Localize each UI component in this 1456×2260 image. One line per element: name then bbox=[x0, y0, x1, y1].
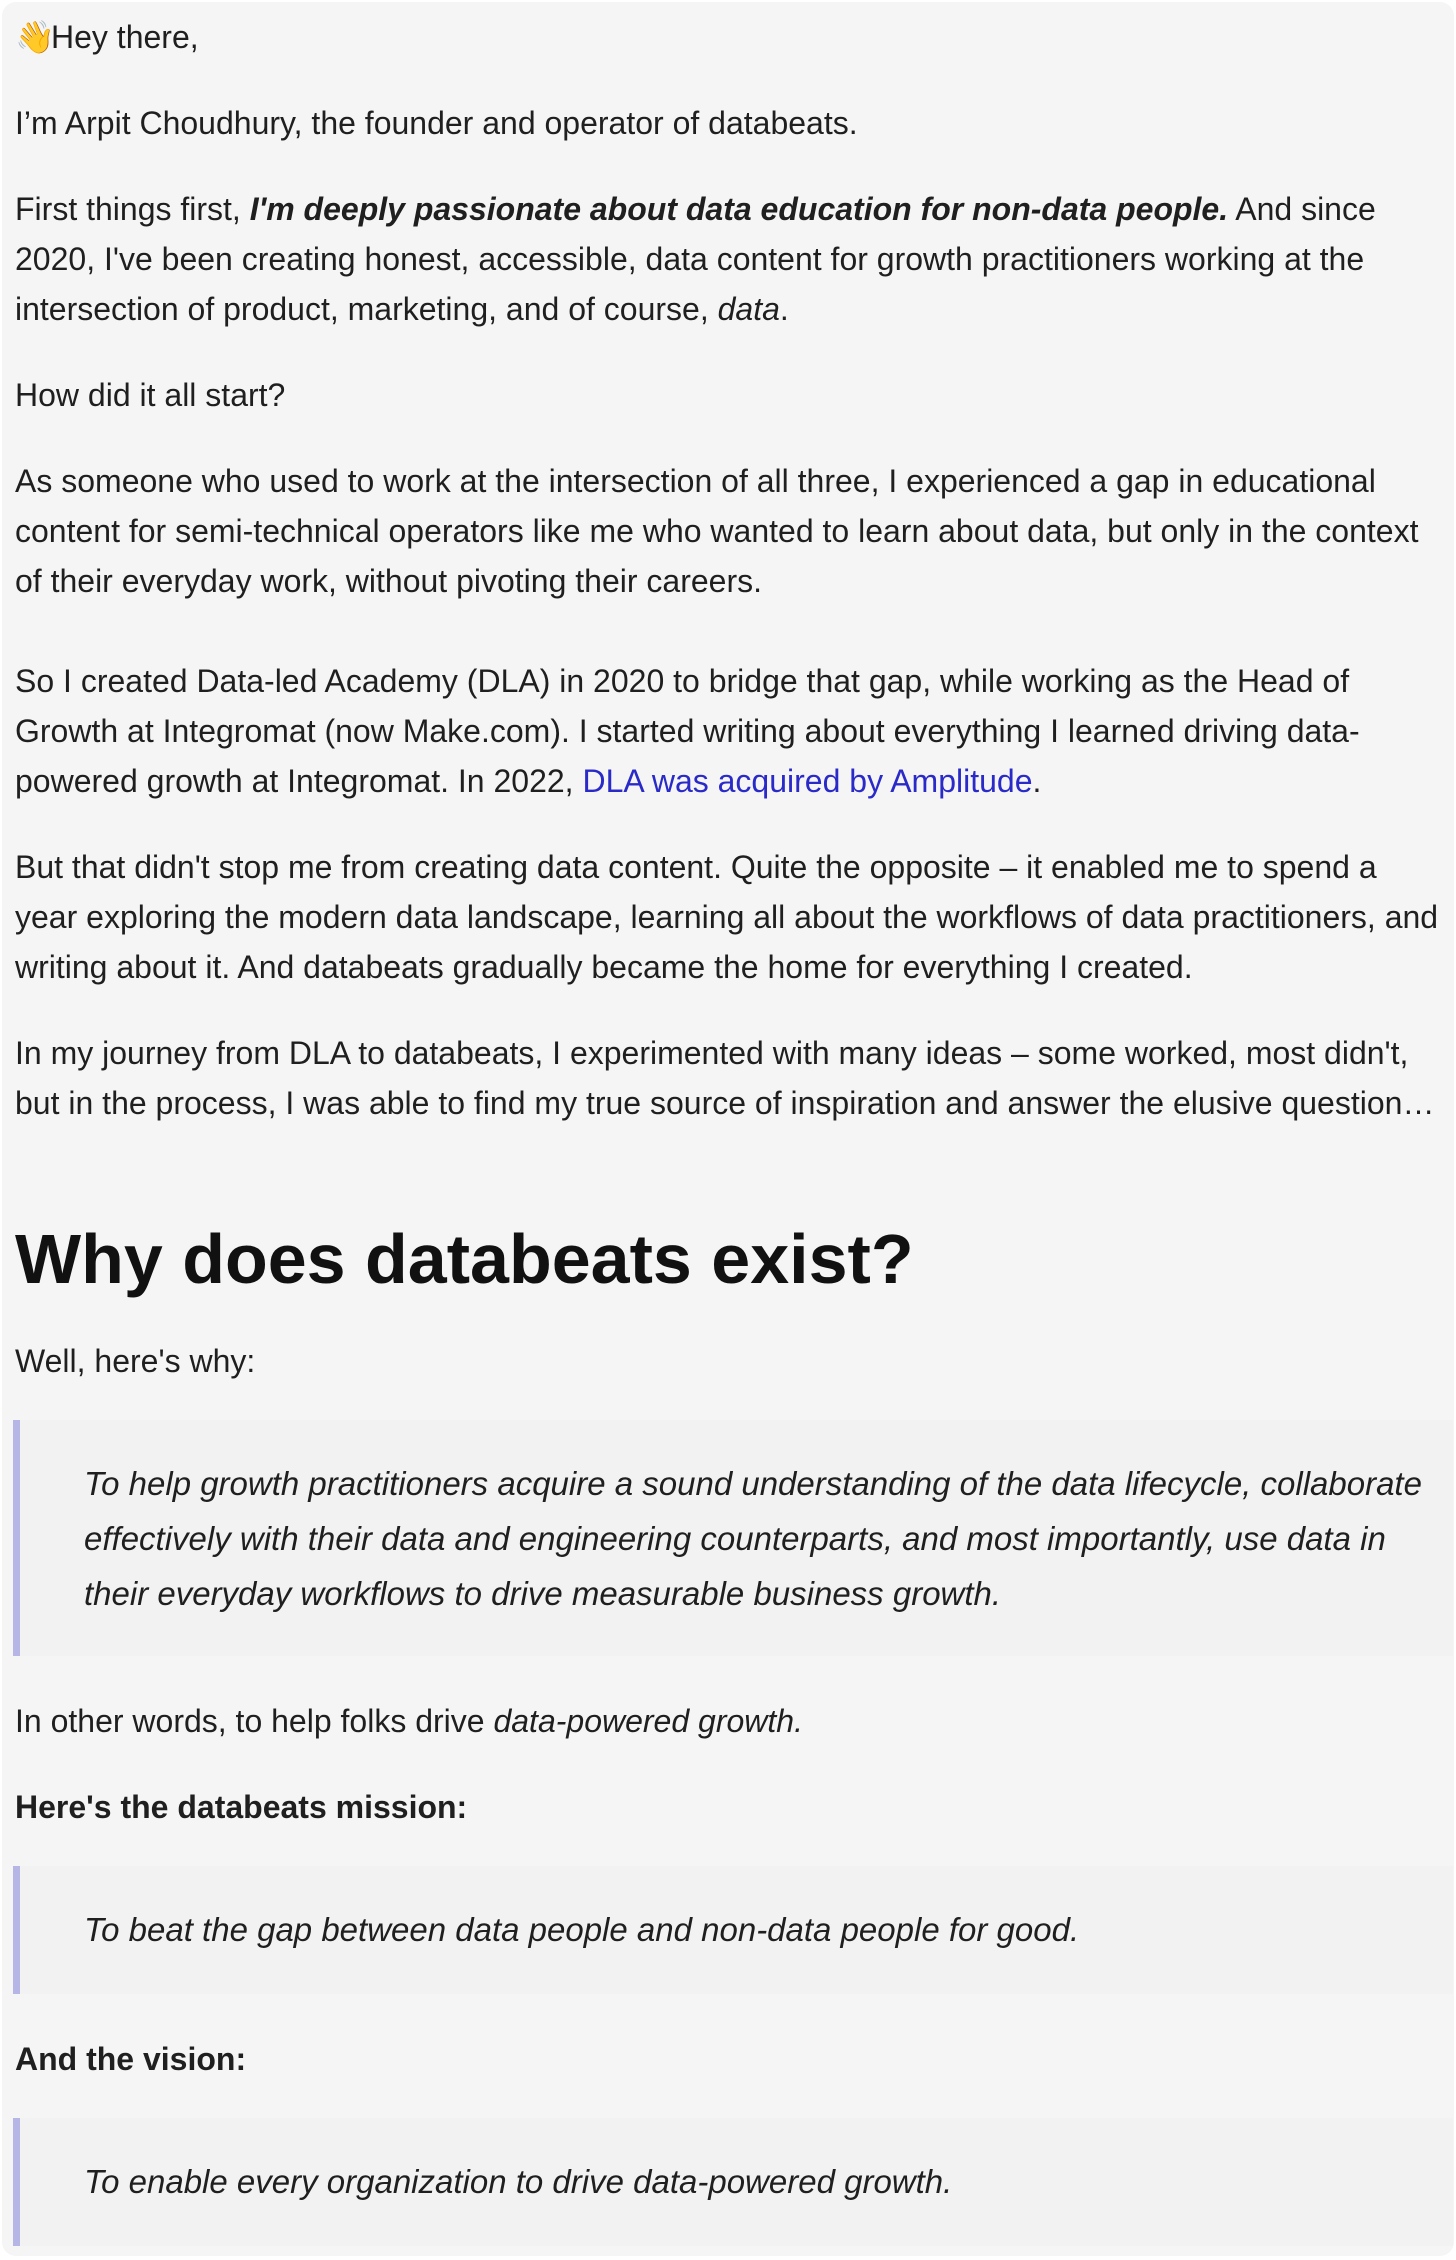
passion-lead: First things first, bbox=[15, 191, 250, 227]
mission-blockquote bbox=[13, 1866, 1453, 1994]
article-card bbox=[2, 2, 1454, 2256]
vision-quote-text: To enable every organization to drive data-powered growth. bbox=[84, 2163, 953, 2200]
stop-paragraph: But that didn't stop me from creating data content. Quite the opposite – it enabled me to spend a year exploring the modern data landscape, learning all about the workflows of data practitioners, and writing about it. And databeats gradually became the home for everything I created. bbox=[15, 849, 1439, 985]
passion-emphasis: I'm deeply passionate about data education for non-data people. bbox=[249, 191, 1229, 227]
dla-acquired-link[interactable]: DLA was acquired by Amplitude bbox=[582, 763, 1033, 799]
dla-text: So I created Data-led Academy (DLA) in 2020 to bridge that gap, while working as the Head of Growth at Integromat (now Make.com). I started writing about everything I learned driving data-powered growth at Integromat. In 2022, bbox=[15, 663, 1360, 799]
dla-end: . bbox=[1032, 763, 1042, 799]
greeting bbox=[15, 12, 1445, 62]
passion-rest: And since 2020, I've been creating honest, accessible, data content for growth practitioners working at the intersection of product, marketing, and of course, bbox=[15, 191, 1376, 327]
passion-paragraph bbox=[15, 184, 1445, 334]
other-words-paragraph bbox=[15, 1696, 1445, 1746]
other-words-italic: data-powered growth. bbox=[493, 1703, 803, 1739]
intro-paragraph: I’m Arpit Choudhury, the founder and operator of databeats. bbox=[15, 105, 858, 141]
dla-paragraph bbox=[15, 656, 1445, 806]
other-words-text: In other words, to help folks drive bbox=[15, 1703, 494, 1739]
gap-paragraph: As someone who used to work at the intersection of all three, I experienced a gap in educational content for semi-technical operators like me who wanted to learn about data, but only in the context of their everyday work, without pivoting their careers. bbox=[15, 463, 1419, 599]
journey-paragraph: In my journey from DLA to databeats, I experimented with many ideas – some worked, most didn't, but in the process, I was able to find my true source of inspiration and answer the elusive question… bbox=[15, 1035, 1435, 1121]
vision-heading: And the vision: bbox=[15, 2041, 247, 2077]
mission-quote-text: To beat the gap between data people and non-data people for good. bbox=[84, 1911, 1080, 1948]
section-heading: Why does databeats exist? bbox=[15, 1220, 914, 1298]
vision-blockquote bbox=[13, 2118, 1453, 2246]
passion-end: . bbox=[779, 291, 789, 327]
passion-italic: data bbox=[717, 291, 780, 327]
waving-hand-icon: 👋 bbox=[15, 19, 55, 55]
well-paragraph: Well, here's why: bbox=[15, 1343, 256, 1379]
greeting-text: Hey there, bbox=[51, 19, 199, 55]
purpose-quote-text: To help growth practitioners acquire a sound understanding of the data lifecycle, collaborate effectively with their data and engineering counterparts, and most importantly, use data in their everyday workflows to drive measurable business growth. bbox=[84, 1465, 1422, 1612]
how-question: How did it all start? bbox=[15, 377, 286, 413]
mission-heading: Here's the databeats mission: bbox=[15, 1789, 468, 1825]
purpose-blockquote bbox=[13, 1420, 1453, 1656]
